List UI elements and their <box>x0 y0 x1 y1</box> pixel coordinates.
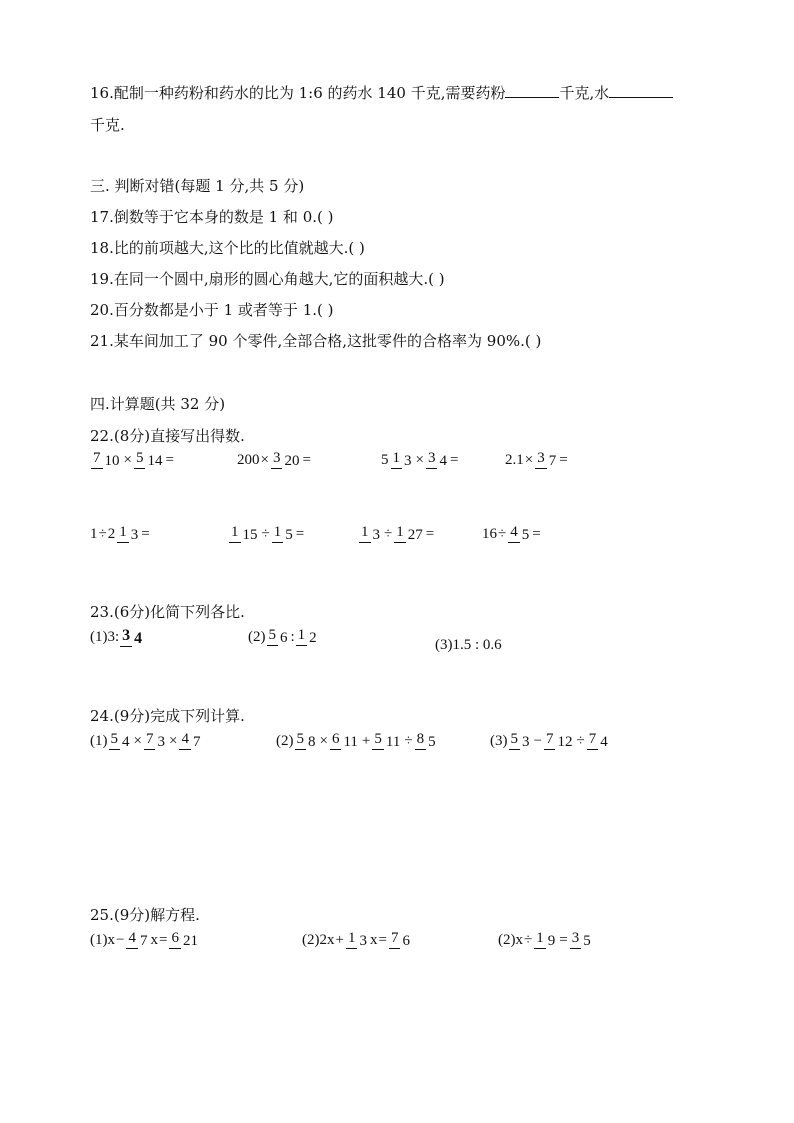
math-term: (3) <box>490 732 508 749</box>
q22-expr-5 <box>90 525 150 543</box>
numerator: 7 <box>544 732 556 750</box>
denominator: 4 <box>600 733 608 750</box>
fraction <box>394 525 425 543</box>
math-term: (2)2x <box>302 931 335 948</box>
operator: ÷ <box>498 525 507 542</box>
denominator: 2 <box>309 629 317 646</box>
q23-expr-3 <box>435 637 502 654</box>
q25-equation-3 <box>498 931 594 949</box>
operator: × <box>415 451 424 468</box>
numerator: 7 <box>389 931 401 949</box>
operator: − <box>116 931 125 948</box>
operator: = <box>158 931 168 948</box>
math-term: 5 <box>381 451 389 468</box>
math-term: (1)3: <box>90 629 120 645</box>
denominator: 3 <box>372 526 380 543</box>
numerator: 5 <box>372 732 384 750</box>
fraction <box>426 451 449 469</box>
numerator: 3 <box>570 931 582 949</box>
q22-expr-4 <box>505 451 568 469</box>
denominator: 6 <box>280 629 288 646</box>
fraction <box>91 451 122 469</box>
fraction <box>372 732 402 750</box>
math-term: : <box>290 628 295 645</box>
numerator: 4 <box>508 525 520 543</box>
denominator: 10 <box>104 452 120 469</box>
denominator: 4 <box>439 452 447 469</box>
numerator: 1 <box>359 525 371 543</box>
numerator: 1 <box>272 525 284 543</box>
denominator: 5 <box>521 526 530 543</box>
fraction <box>330 732 360 750</box>
numerator: 1 <box>534 931 546 949</box>
numerator: 7 <box>144 732 156 750</box>
fraction <box>117 525 140 543</box>
operator: ÷ <box>261 525 270 542</box>
question-25-title: 25.(9分)解方程. <box>90 906 200 924</box>
operator: = <box>559 931 568 948</box>
numerator: 7 <box>587 732 599 750</box>
q25-equation-1 <box>90 931 201 949</box>
operator: = <box>378 931 387 948</box>
q23-expr-1 <box>90 628 145 647</box>
q24-expr-1 <box>90 732 203 750</box>
numerator: 4 <box>179 732 191 750</box>
denominator: 21 <box>182 932 198 949</box>
operator: + <box>361 732 371 749</box>
denominator: 15 <box>242 526 258 543</box>
denominator: 11 <box>343 733 358 750</box>
math-term: (3)1.5 : 0.6 <box>435 637 502 654</box>
denominator: 7 <box>548 452 557 469</box>
fraction <box>126 931 149 949</box>
operator: + <box>335 931 344 948</box>
operator: × <box>260 451 269 468</box>
numerator: 1 <box>346 931 358 949</box>
fraction <box>109 732 132 750</box>
operator: × <box>524 451 534 468</box>
operator: ÷ <box>404 732 413 749</box>
fraction <box>144 732 167 750</box>
question-16 <box>90 82 673 103</box>
numerator: 1 <box>229 525 241 543</box>
math-term: (2) <box>248 628 266 645</box>
operator: − <box>533 732 542 749</box>
q24-expr-3 <box>490 732 611 750</box>
math-term: = <box>559 451 568 468</box>
math-term: = <box>532 525 541 542</box>
numerator: 6 <box>169 931 181 949</box>
question-18: 18.比的前项越大,这个比的比值就越大.( ) <box>90 239 365 257</box>
denominator: 5 <box>583 932 591 949</box>
math-term: 200 <box>237 451 260 468</box>
fraction <box>587 732 610 750</box>
numerator: 3 <box>120 628 132 647</box>
operator: × <box>319 732 328 749</box>
numerator: 4 <box>126 931 138 949</box>
numerator: 3 <box>535 451 547 469</box>
fraction <box>389 931 412 949</box>
denominator: 6 <box>402 932 410 949</box>
question-23-title: 23.(6分)化简下列各比. <box>90 603 245 621</box>
math-term: (1) <box>90 732 108 749</box>
numerator: 1 <box>296 628 308 646</box>
fraction <box>267 628 290 646</box>
fraction <box>535 451 558 469</box>
question-19: 19.在同一个圆中,扇形的圆心角越大,它的面积越大.( ) <box>90 270 445 288</box>
section-3-title: 三. 判断对错(每题 1 分,共 5 分) <box>90 177 305 195</box>
numerator: 5 <box>134 451 146 469</box>
fraction <box>415 732 438 750</box>
numerator: 3 <box>271 451 283 469</box>
numerator: 1 <box>117 525 129 543</box>
q16-blank-powder[interactable] <box>505 83 559 98</box>
denominator: 5 <box>285 526 293 543</box>
q16-text-b: 千克,水 <box>559 84 610 102</box>
fraction <box>544 732 575 750</box>
fraction <box>296 628 319 646</box>
fraction <box>570 931 593 949</box>
math-term: = <box>449 451 459 468</box>
math-term: (1)x <box>90 931 115 948</box>
fraction <box>272 525 295 543</box>
fraction <box>508 525 531 543</box>
operator: × <box>133 732 142 749</box>
math-term: = <box>295 525 305 542</box>
denominator: 3 <box>157 733 165 750</box>
denominator: 3 <box>359 932 367 949</box>
operator: ÷ <box>384 525 393 542</box>
fraction <box>271 451 302 469</box>
denominator: 4 <box>122 733 130 750</box>
math-term: x <box>369 931 378 948</box>
denominator: 4 <box>134 629 143 647</box>
denominator: 7 <box>139 932 148 949</box>
numerator: 1 <box>391 451 403 469</box>
q16-text-a: 16.配制一种药粉和药水的比为 1:6 的药水 140 千克,需要药粉 <box>90 84 506 102</box>
math-term: 1 <box>90 525 98 542</box>
q16-text-c: 千克. <box>90 116 125 134</box>
denominator: 11 <box>385 733 401 750</box>
question-20: 20.百分数都是小于 1 或者等于 1.( ) <box>90 301 334 319</box>
math-term: 16 <box>482 525 497 542</box>
math-term: = <box>165 451 174 468</box>
numerator: 8 <box>415 732 427 750</box>
math-term: 2 <box>107 525 116 542</box>
math-term: x <box>150 931 158 948</box>
q25-equation-2 <box>302 931 413 949</box>
fraction <box>346 931 369 949</box>
denominator: 27 <box>407 526 423 543</box>
numerator: 1 <box>394 525 406 543</box>
q24-expr-2 <box>276 732 439 750</box>
q16-blank-water[interactable] <box>609 83 673 98</box>
q22-expr-3 <box>381 451 458 469</box>
q22-expr-6 <box>228 525 304 543</box>
denominator: 9 <box>547 932 556 949</box>
numerator: 5 <box>295 732 307 750</box>
denominator: 12 <box>557 733 573 750</box>
denominator: 3 <box>404 452 412 469</box>
numerator: 5 <box>109 732 121 750</box>
q22-expr-2 <box>237 451 311 469</box>
math-term: (2) <box>276 732 294 749</box>
denominator: 5 <box>428 733 436 750</box>
operator: ÷ <box>524 931 533 948</box>
q22-expr-7 <box>358 525 434 543</box>
numerator: 5 <box>509 732 521 750</box>
denominator: 3 <box>522 733 530 750</box>
numerator: 3 <box>426 451 438 469</box>
math-term: 2.1 <box>505 451 524 468</box>
math-term: = <box>425 525 435 542</box>
numerator: 7 <box>91 451 103 469</box>
denominator: 8 <box>308 733 316 750</box>
question-21: 21.某车间加工了 90 个零件,全部合格,这批零件的合格率为 90%.( ) <box>90 332 542 350</box>
math-term: = <box>141 525 150 542</box>
question-17: 17.倒数等于它本身的数是 1 和 0.( ) <box>90 208 334 226</box>
fraction <box>534 931 557 949</box>
numerator: 5 <box>267 628 279 646</box>
fraction <box>295 732 318 750</box>
operator: × <box>168 732 178 749</box>
section-4-title: 四.计算题(共 32 分) <box>90 395 226 413</box>
q23-expr-2 <box>248 628 320 646</box>
q22-expr-8 <box>482 525 541 543</box>
operator: ÷ <box>98 525 107 542</box>
math-term: = <box>302 451 311 468</box>
fraction <box>169 931 200 949</box>
operator: ÷ <box>576 732 585 749</box>
fraction <box>391 451 414 469</box>
q22-expr-1 <box>90 451 174 469</box>
math-term: (2)x <box>498 931 523 948</box>
denominator: 14 <box>147 452 163 469</box>
denominator: 7 <box>192 733 201 750</box>
numerator: 6 <box>330 732 342 750</box>
operator: × <box>123 451 132 468</box>
denominator: 20 <box>284 452 300 469</box>
fraction <box>134 451 165 469</box>
fraction <box>359 525 382 543</box>
question-24-title: 24.(9分)完成下列计算. <box>90 707 245 725</box>
denominator: 3 <box>130 526 139 543</box>
fraction <box>229 525 260 543</box>
question-22-title: 22.(8分)直接写出得数. <box>90 427 245 445</box>
fraction <box>509 732 532 750</box>
fraction <box>179 732 202 750</box>
fraction <box>120 628 144 647</box>
